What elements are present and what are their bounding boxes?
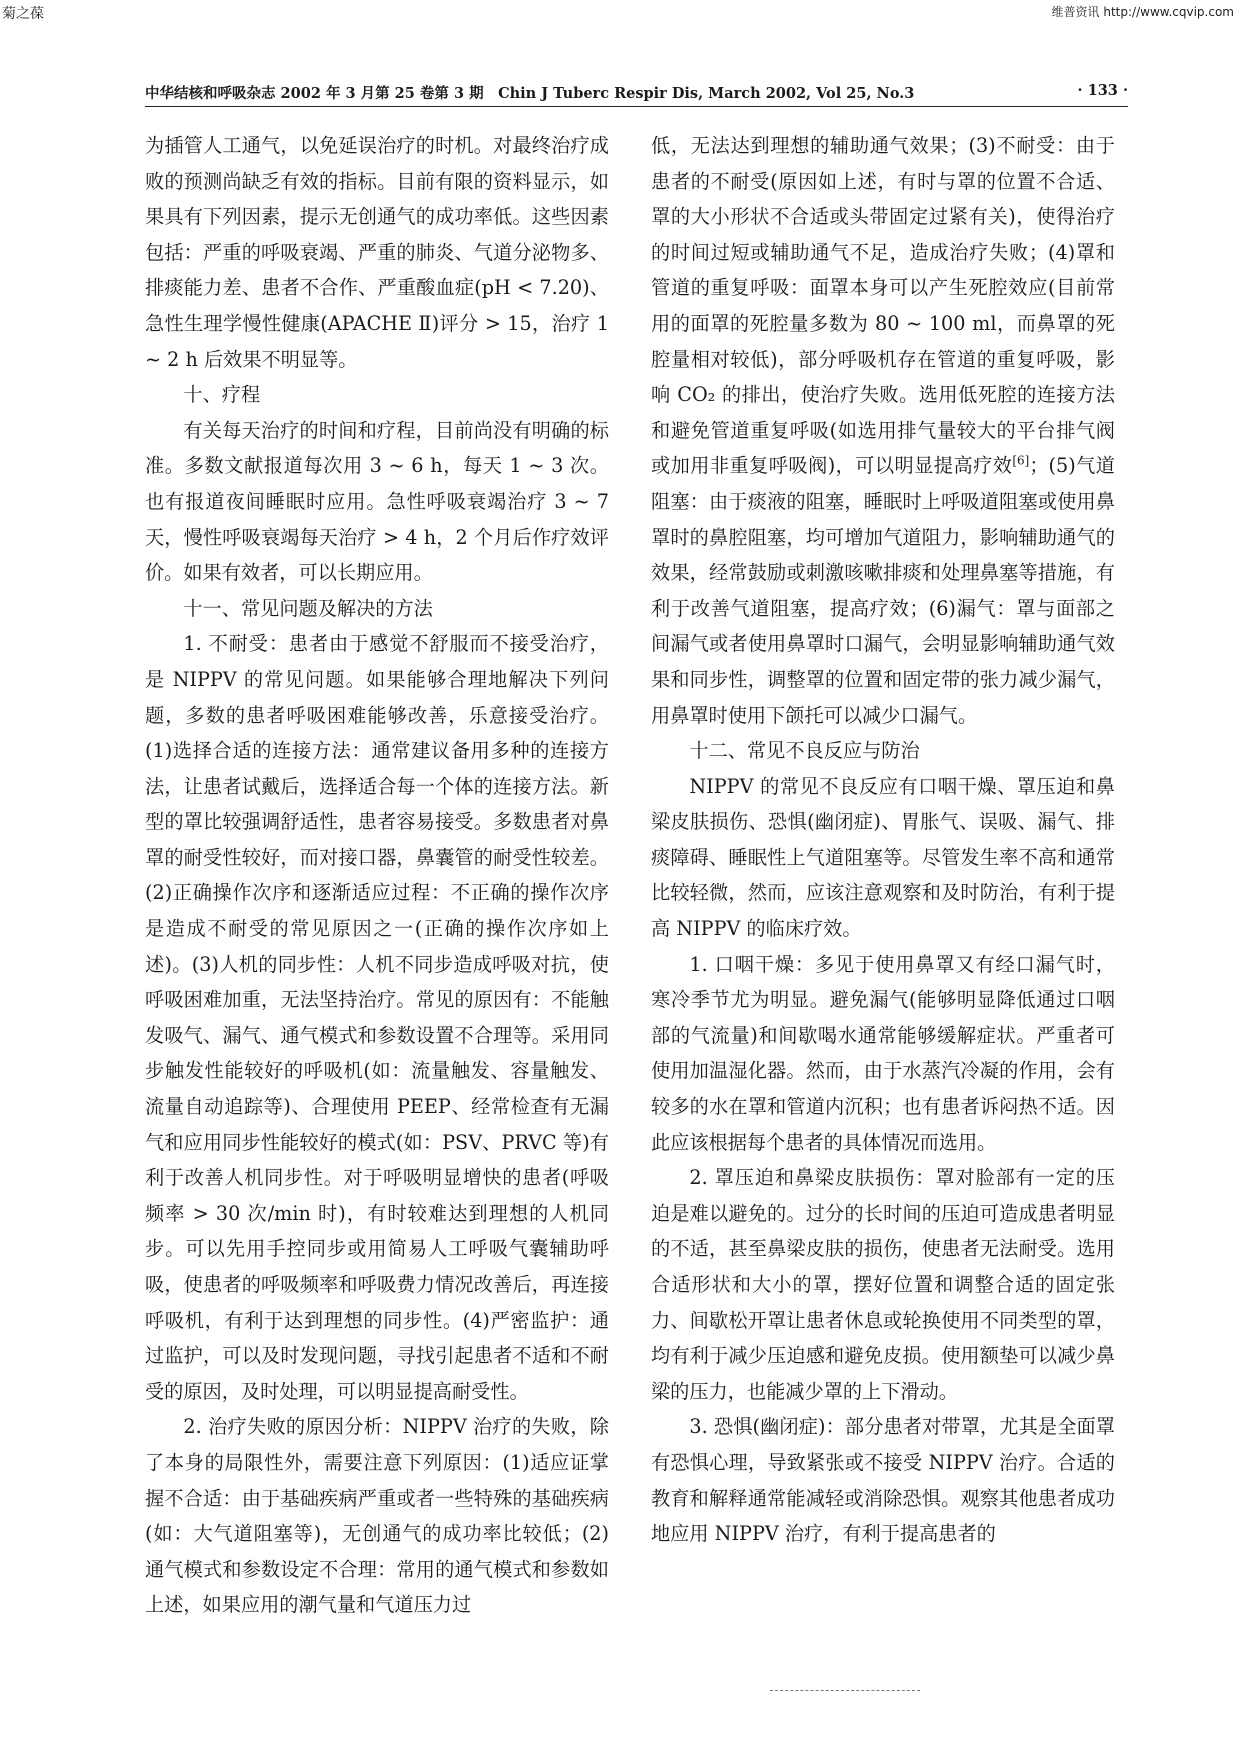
section-heading: 十、疗程 — [183, 383, 261, 407]
footer-mark — [770, 1690, 920, 1691]
paragraph: 2. 治疗失败的原因分析：NIPPV 治疗的失败，除了本身的局限性外，需要注意下列原因：(1)适应证掌握不合适：由于基础疾病严重或者一些特殊的基础疾病(如：大气道阻塞等)，无创通气的成功率比较低；(2)通气模式和参数设定不合理：常用的通气模式和参数如上述，如果应用的潮气量和气道压力过 — [145, 1415, 609, 1617]
paragraph: 1. 口咽干燥：多见于使用鼻罩又有经口漏气时，寒冷季节尤为明显。避免漏气(能够明显降低通过口咽部的气流量)和间歇喝水通常能够缓解症状。严重者可使用加温湿化器。然而，由于水蒸汽冷凝的作用，会有较多的水在罩和管道内沉积；也有患者诉闷热不适。因此应该根据每个患者的具体情况而选用。 — [651, 952, 1115, 1154]
paragraph: NIPPV 的常见不良反应有口咽干燥、罩压迫和鼻梁皮肤损伤、恐惧(幽闭症)、胃胀气、误吸、漏气、排痰障碍、睡眠性上气道阻塞等。尽管发生率不高和通常比较轻微，然而，应该注意观察和及时防治，有利于提高 NIPPV 的临床疗效。 — [651, 774, 1115, 941]
paragraph-text: 低，无法达到理想的辅助通气效果；(3)不耐受：由于患者的不耐受(原因如上述，有时与罩的位置不合适、罩的大小形状不合适或头带固定过紧有关)，使得治疗的时间过短或辅助通气不足，造成治疗失败；(4)罩和管道的重复呼吸：面罩本身可以产生死腔效应(目前常用的面罩的死腔量多数为 80 ~ 100 ml，而鼻罩的死腔量相对较低)，部分呼吸机存在管道的重复呼吸，影响 CO₂ 的排出，使治疗失败。选用低死腔的连接方法和避免管道重复呼吸(如选用排气量较大的平台排气阀或加用非重复呼吸阀)，可以明显提高疗效 — [651, 134, 1115, 478]
paragraph: 2. 罩压迫和鼻梁皮肤损伤：罩对脸部有一定的压迫是难以避免的。过分的长时间的压迫可造成患者明显的不适，甚至鼻梁皮肤的损伤，使患者无法耐受。选用合适形状和大小的罩，摆好位置和调整合适的固定张力、间歇松开罩让患者休息或轮换使用不同类型的罩，均有利于减少压迫感和避免皮损。使用额垫可以减少鼻梁的压力，也能减少罩的上下滑动。 — [651, 1166, 1115, 1403]
paragraph: 1. 不耐受：患者由于感觉不舒服而不接受治疗，是 NIPPV 的常见问题。如果能够合理地解决下列问题，多数的患者呼吸困难能够改善，乐意接受治疗。(1)选择合适的连接方法：通常建议备用多种的连接方法，让患者试戴后，选择适合每一个体的连接方法。新型的罩比较强调舒适性，患者容易接受。多数患者对鼻罩的耐受性较好，而对接口器，鼻囊管的耐受性较差。(2)正确操作次序和逐渐适应过程：不正确的操作次序是造成不耐受的常见原因之一(正确的操作次序如上述)。(3)人机的同步性：人机不同步造成呼吸对抗，使呼吸困难加重，无法坚持治疗。常见的原因有：不能触发吸气、漏气、通气模式和参数设置不合理等。采用同步触发性能较好的呼吸机(如：流量触发、容量触发、流量自动追踪等)、合理使用 PEEP、经常检查有无漏气和应用同步性能较好的模式(如：PSV、PRVC 等)有利于改善人机同步性。对于呼吸明显增快的患者(呼吸频率 > 30 次/min 时)，有时较难达到理想的人机同步。可以先用手控同步或用简易人工呼吸气囊辅助呼吸，使患者的呼吸频率和呼吸费力情况改善后，再连接呼吸机，有利于达到理想的同步性。(4)严密监护：通过监护，可以及时发现问题，寻找引起患者不适和不耐受的原因，及时处理，可以明显提高耐受性。 — [145, 632, 609, 1403]
paragraph: 为插管人工通气，以免延误治疗的时机。对最终治疗成败的预测尚缺乏有效的指标。目前有限的资料显示，如果具有下列因素，提示无创通气的成功率低。这些因素包括：严重的呼吸衰竭、严重的肺炎、气道分泌物多、排痰能力差、患者不合作、严重酸血症(pH < 7.20)、急性生理学慢性健康(APACHE Ⅱ)评分 > 15，治疗 1 ~ 2 h 后效果不明显等。 — [145, 134, 609, 371]
left-column — [145, 128, 609, 1623]
watermark-top-left: 菊之葆 — [2, 6, 44, 22]
section-heading: 十一、常见问题及解决的方法 — [183, 596, 433, 620]
citation-ref[interactable]: [6] — [1012, 453, 1030, 468]
journal-citation: 中华结核和呼吸杂志 2002 年 3 月第 25 卷第 3 期 Chin J Tuberc Respir Dis, March 2002, Vol 25, No.3 — [145, 85, 915, 102]
paragraph — [651, 128, 1115, 733]
paragraph-text: ；(5)气道阻塞：由于痰液的阻塞，睡眠时上呼吸道阻塞或使用鼻罩时的鼻腔阻塞，均可增加气道阻力，影响辅助通气的效果，经常鼓励或刺激咳嗽排痰和处理鼻塞等措施，有利于改善气道阻塞，提高疗效；(6)漏气：罩与面部之间漏气或者使用鼻罩时口漏气，会明显影响辅助通气效果和同步性，调整罩的位置和固定带的张力减少漏气，用鼻罩时使用下颌托可以减少口漏气。 — [651, 454, 1115, 727]
paragraph: 3. 恐惧(幽闭症)：部分患者对带罩，尤其是全面罩有恐惧心理，导致紧张或不接受 NIPPV 治疗。合适的教育和解释通常能减轻或消除恐惧。观察其他患者成功地应用 NIPPV 治疗，有利于提高患者的 — [651, 1415, 1115, 1546]
watermark-top-right: 维普资讯 http://www.cqvip.com — [1051, 5, 1234, 19]
running-header — [145, 82, 1128, 103]
page-number: · 133 · — [1077, 82, 1128, 99]
header-rule — [145, 106, 1128, 107]
right-column — [651, 128, 1115, 1552]
paragraph: 有关每天治疗的时间和疗程，目前尚没有明确的标准。多数文献报道每次用 3 ~ 6 h，每天 1 ~ 3 次。也有报道夜间睡眠时应用。急性呼吸衰竭治疗 3 ~ 7 天，慢性呼吸衰竭每天治疗 > 4 h，2 个月后作疗效评价。如果有效者，可以长期应用。 — [145, 418, 609, 585]
section-heading: 十二、常见不良反应与防治 — [689, 739, 920, 763]
